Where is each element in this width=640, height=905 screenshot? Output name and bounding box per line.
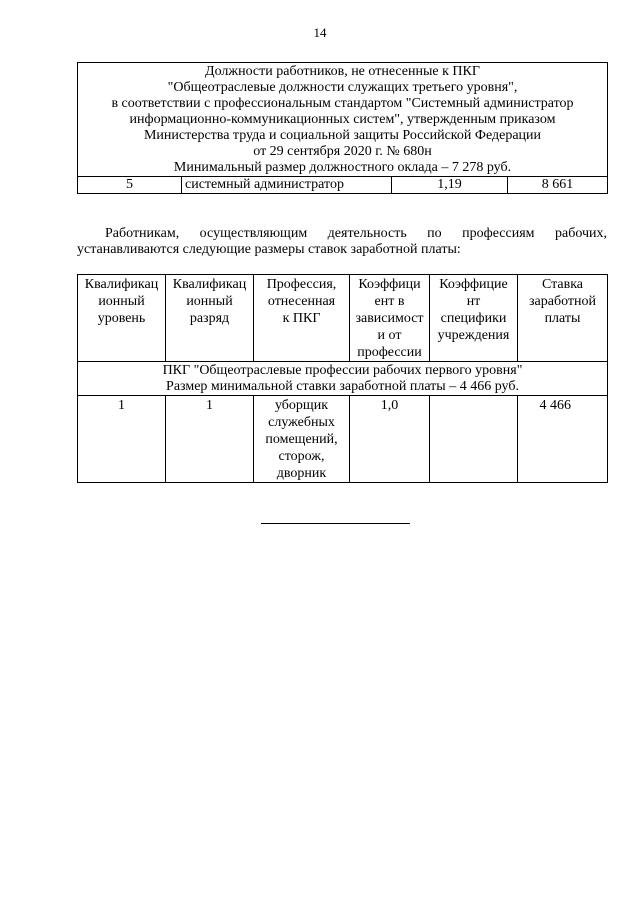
column-header bbox=[518, 275, 608, 362]
position-cell: системный администратор bbox=[182, 177, 392, 194]
header-text: Коэффицие bbox=[439, 277, 508, 292]
header-text: зависимост bbox=[355, 311, 424, 326]
header-text: платы bbox=[544, 311, 581, 326]
header-text: Профессия, bbox=[266, 277, 337, 292]
header-text: ионный bbox=[186, 294, 233, 309]
header-text: учреждения bbox=[437, 328, 510, 343]
paragraph-text: Работникам, осуществляющим деятельность по профессиям рабочих, устанавливаются следующие размеры ставок заработной платы: bbox=[77, 226, 607, 257]
group-header-cell bbox=[78, 362, 608, 396]
header-text: уровень bbox=[97, 311, 146, 326]
profession-line: уборщик bbox=[274, 398, 328, 413]
profession-line: помещений, bbox=[265, 432, 338, 447]
divider-line bbox=[261, 523, 410, 524]
column-header bbox=[78, 275, 166, 362]
header-text: Квалификац bbox=[84, 277, 159, 292]
page-number: 14 bbox=[313, 25, 327, 40]
level-cell: 5 bbox=[78, 177, 182, 194]
header-text: специфики bbox=[440, 311, 507, 326]
header-text: Квалификац bbox=[172, 277, 247, 292]
header-text: нт bbox=[466, 294, 481, 309]
table-header-row bbox=[78, 63, 608, 177]
header-line: в соответствии с профессиональным стандартом "Системный администратор bbox=[111, 96, 574, 111]
table-row bbox=[78, 396, 608, 483]
group-line: Размер минимальной ставки заработной платы – 4 466 руб. bbox=[166, 379, 519, 394]
worker-rates-table bbox=[77, 274, 608, 483]
institution-coefficient-cell bbox=[430, 396, 518, 483]
header-text: ионный bbox=[98, 294, 145, 309]
header-line: от 29 сентября 2020 г. № 680н bbox=[253, 144, 432, 159]
position-salary-table bbox=[77, 62, 608, 194]
coefficient-cell: 1,0 bbox=[350, 396, 430, 483]
header-line: Должности работников, не отнесенные к ПКГ bbox=[205, 64, 480, 79]
profession-line: дворник bbox=[276, 466, 327, 481]
header-line: "Общеотраслевые должности служащих третьего уровня", bbox=[167, 80, 518, 95]
profession-line: служебных bbox=[268, 415, 335, 430]
header-line: Минимальный размер должностного оклада – 7 278 руб. bbox=[173, 160, 512, 175]
salary-cell: 8 661 bbox=[508, 177, 608, 194]
column-header bbox=[166, 275, 254, 362]
header-text: к ПКГ bbox=[282, 311, 321, 326]
header-text: и от bbox=[377, 328, 402, 343]
coefficient-cell: 1,19 bbox=[392, 177, 508, 194]
header-line: информационно-коммуникационных систем", утвержденным приказом bbox=[129, 112, 556, 127]
header-line: Министерства труда и социальной защиты Российской Федерации bbox=[143, 128, 542, 143]
level-cell: 1 bbox=[78, 396, 166, 483]
grade-cell: 1 bbox=[166, 396, 254, 483]
column-header bbox=[254, 275, 350, 362]
header-text: Ставка bbox=[541, 277, 584, 292]
group-line: ПКГ "Общеотраслевые профессии рабочих первого уровня" bbox=[162, 363, 523, 378]
header-text: отнесенная bbox=[267, 294, 336, 309]
header-text: заработной bbox=[529, 294, 596, 309]
column-header bbox=[430, 275, 518, 362]
table-row bbox=[78, 177, 608, 194]
header-text: разряд bbox=[189, 311, 230, 326]
header-text: профессии bbox=[357, 345, 422, 360]
header-text: Коэффици bbox=[358, 277, 421, 292]
header-text: ент в bbox=[374, 294, 405, 309]
body-paragraph bbox=[77, 226, 607, 258]
group-row bbox=[78, 362, 608, 396]
column-header bbox=[350, 275, 430, 362]
group-header-cell bbox=[78, 63, 608, 177]
rate-cell: 4 466 bbox=[518, 396, 608, 483]
column-header-row bbox=[78, 275, 608, 362]
profession-cell bbox=[254, 396, 350, 483]
profession-line: сторож, bbox=[278, 449, 325, 464]
